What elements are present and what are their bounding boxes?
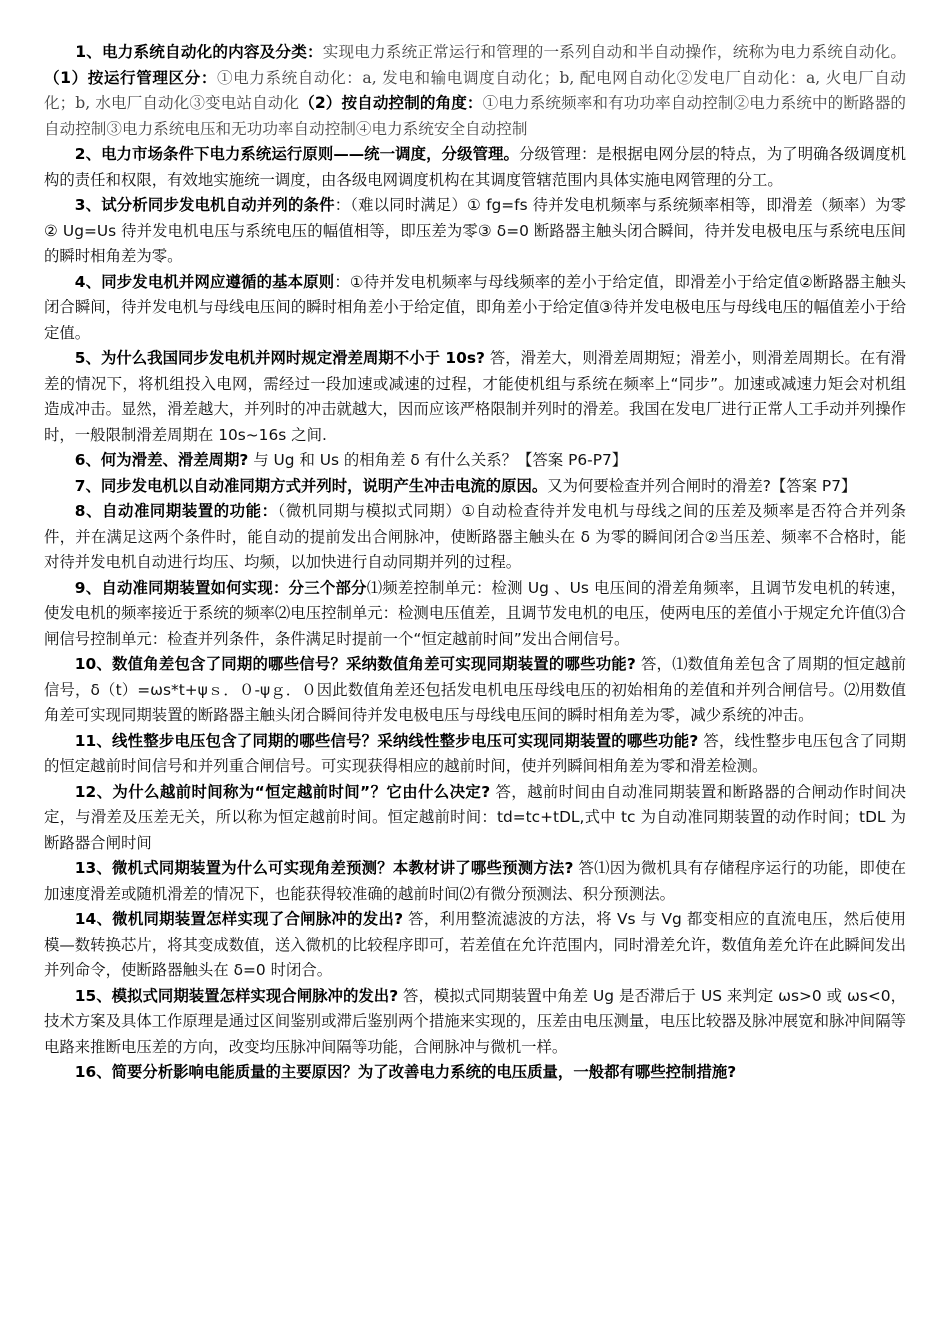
question-6: 6、何为滑差、滑差周期? — [74, 451, 249, 469]
answer-13: 答⑴因为微机具有存储程序运行的功能，即使在加速度滑差或随机滑差的情况下，也能获得较准确的越前时间⑵有微分预测法、积分预测法。 — [44, 859, 906, 903]
answer-15: 答，模拟式同期装置中角差 Ug 是否滞后于 US 来判定 ωs>0 或 ωs<0，技术方案及具体工作原理是通过区间鉴别或滞后鉴别两个措施来实现的，压差由电压测量，电压比较器及脉冲展宽和脉冲间隔等电路来推断电压差的方向，改变均压脉冲间隔等功能，合闸脉冲与微机一样。 — [44, 986, 906, 1056]
subheading-9: ：分三个部分 — [273, 578, 367, 597]
question-15: 15、模拟式同期装置怎样实现合闸脉冲的发出? — [74, 986, 399, 1005]
question-14: 14、微机同期装置怎样实现了合闸脉冲的发出? — [74, 910, 404, 928]
answer-6: 与 Ug 和 Us 的相角差 δ 有什么关系？【答案 P6-P7】 — [248, 451, 628, 469]
question-12: 12、为什么越前时间称为“恒定越前时间”？它由什么决定? — [74, 782, 491, 801]
answer-12: 答，越前时间由自动准同期装置和断路器的合闸动作时间决定，与滑差及压差无关，所以称为恒定越前时间。恒定越前时间：td=tc+tDL,式中 tc 为自动准同期装置的动作时间；tDL 为断路器合闸时间 — [44, 782, 906, 852]
answer-5: 答，滑差大，则滑差周期短；滑差小，则滑差周期长。在有滑差的情况下，将机组投入电网，需经过一段加速或减速的过程，才能使机组与系统在频率上“同步”。加速或减速力矩会对机组造成冲击。显然，滑差越大，并列时的冲击就越大，因而应该严格限制并列时的滑差。我国在发电厂进行正常人工手动并列操作时，一般限制滑差周期在 10s~16s 之间. — [44, 349, 906, 444]
question-3: 3、试分析同步发电机自动并列的条件 — [74, 196, 335, 214]
question-9: 9、自动准同期装置如何实现 — [74, 578, 274, 597]
question-10: 10、数值角差包含了同期的哪些信号？采纳数值角差可实现同期装置的哪些功能? — [74, 655, 636, 673]
answer-14: 答，利用整流滤波的方法，将 Vs 与 Vg 都变相应的直流电压，然后使用模—数转换芯片，将其变成数值，送入微机的比较程序即可，若差值在允许范围内，同时滑差允许，数值角差允许在此瞬间发出并列命令，使断路器触头在 δ=0 时闭合。 — [44, 910, 906, 979]
answer-11: 答，线性整步电压包含了同期的恒定越前时间信号和并列重合闸信号。可实现获得相应的越前时间，使并列瞬间相角差为零和滑差检测。 — [44, 731, 906, 775]
qa-item-4 — [44, 270, 906, 347]
qa-item-3 — [44, 193, 906, 270]
answer-2: 分级管理：是根据电网分层的特点，为了明确各级调度机构的责任和权限，有效地实施统一调度，由各级电网调度机构在其调度管辖范围内具体实施电网管理的分工。 — [44, 145, 906, 189]
question-7: 7、同步发电机以自动准同期方式并列时，说明产生冲击电流的原因。 — [74, 476, 548, 495]
qa-item-9 — [44, 576, 906, 653]
answer-3: ：（难以同时满足）① fg=fs 待并发电机频率与系统频率相等，即滑差（频率）为零 ② Ug=Us 待并发电机电压与系统电压的幅值相等，即压差为零③ δ=0 断路器主触头闭合瞬间，待并发电极电压与系统电压间的瞬时相角差为零。 — [44, 196, 906, 265]
question-16: 16、简要分析影响电能质量的主要原因？为了改善电力系统的电压质量，一般都有哪些控制措施? — [74, 1063, 737, 1081]
qa-item-8 — [44, 499, 906, 576]
qa-item-11 — [44, 729, 906, 780]
question-4: 4、同步发电机并网应遵循的基本原则 — [74, 272, 335, 291]
qa-item-13 — [44, 856, 906, 907]
answer-1-part-1: 实现电力系统正常运行和管理的一系列自动和半自动操作，统称为电力系统自动化。 — [322, 43, 906, 61]
answer-8: （微机同期与模拟式同期）①自动检查待并发电机与母线之间的压差及频率是否符合并列条件，并在满足这两个条件时，能自动的提前发出合闸脉冲，使断路器主触头在 δ 为零的瞬间闭合②当压差、频率不合格时，能对待并发电机自动进行均压、均频，以加快进行自动同期并列的过程。 — [44, 502, 906, 571]
qa-item-1 — [44, 40, 906, 142]
question-11: 11、线性整步电压包含了同期的哪些信号？采纳线性整步电压可实现同期装置的哪些功能? — [74, 731, 699, 750]
question-13: 13、微机式同期装置为什么可实现角差预测？本教材讲了哪些预测方法? — [74, 859, 574, 877]
answer-1-part-3: ①电力系统频率和有功功率自动控制②电力系统中的断路器的自动控制③电力系统电压和无功功率自动控制④电力系统安全自动控制 — [44, 94, 906, 138]
qa-item-10 — [44, 652, 906, 729]
answer-4: ：①待并发电机频率与母线频率的差小于给定值，即滑差小于给定值②断路器主触头闭合瞬间，待并发电机与母线电压间的瞬时相角差小于给定值，即角差小于给定值③待并发电极电压与母线电压的幅值差小于给定值。 — [44, 272, 906, 342]
answer-7: 又为何要检查并列合闸时的滑差?【答案 P7】 — [547, 476, 857, 495]
qa-item-15 — [44, 984, 906, 1061]
question-5: 5、为什么我国同步发电机并网时规定滑差周期不小于 10s? — [74, 349, 485, 367]
qa-item-5 — [44, 346, 906, 448]
subheading-1-2: （2）按自动控制的角度： — [299, 94, 483, 112]
qa-item-14 — [44, 907, 906, 984]
question-1: 1、电力系统自动化的内容及分类： — [75, 43, 323, 61]
answer-10: 答，⑴数值角差包含了周期的恒定越前信号，δ（t）=ωs*t+ψｓ．０-ψｇ．０因此数值角差还包括发电机电压母线电压的初始相角的差值和并列合闸信号。⑵用数值角差可实现同期装置的断路器主触头闭合瞬间待并发电极电压与母线电压间的瞬时相角差为零，减少系统的冲击。 — [44, 655, 906, 724]
answer-9: ⑴频差控制单元：检测 Ug 、Us 电压间的滑差角频率，且调节发电机的转速，使发电机的频率接近于系统的频率⑵电压控制单元：检测电压值差，且调节发电机的电压，使两电压的差值小于规定允许值⑶合闸信号控制单元：检查并列条件，条件满足时提前一个“恒定越前时间”发出合闸信号。 — [44, 578, 906, 648]
subheading-1-1: （1）按运行管理区分： — [44, 68, 217, 87]
question-2: 2、电力市场条件下电力系统运行原则——统一调度，分级管理。 — [74, 145, 520, 163]
qa-item-16 — [44, 1060, 906, 1086]
qa-item-12 — [44, 780, 906, 857]
document-page — [44, 40, 906, 1086]
question-8: 8、自动准同期装置的功能： — [74, 502, 278, 520]
qa-item-2 — [44, 142, 906, 193]
answer-1-part-2: ①电力系统自动化：a, 发电和输电调度自动化；b, 配电网自动化②发电厂自动化：a, 火电厂自动化；b, 水电厂自动化③变电站自动化 — [44, 68, 906, 112]
qa-item-7 — [44, 474, 906, 500]
qa-item-6 — [44, 448, 906, 474]
